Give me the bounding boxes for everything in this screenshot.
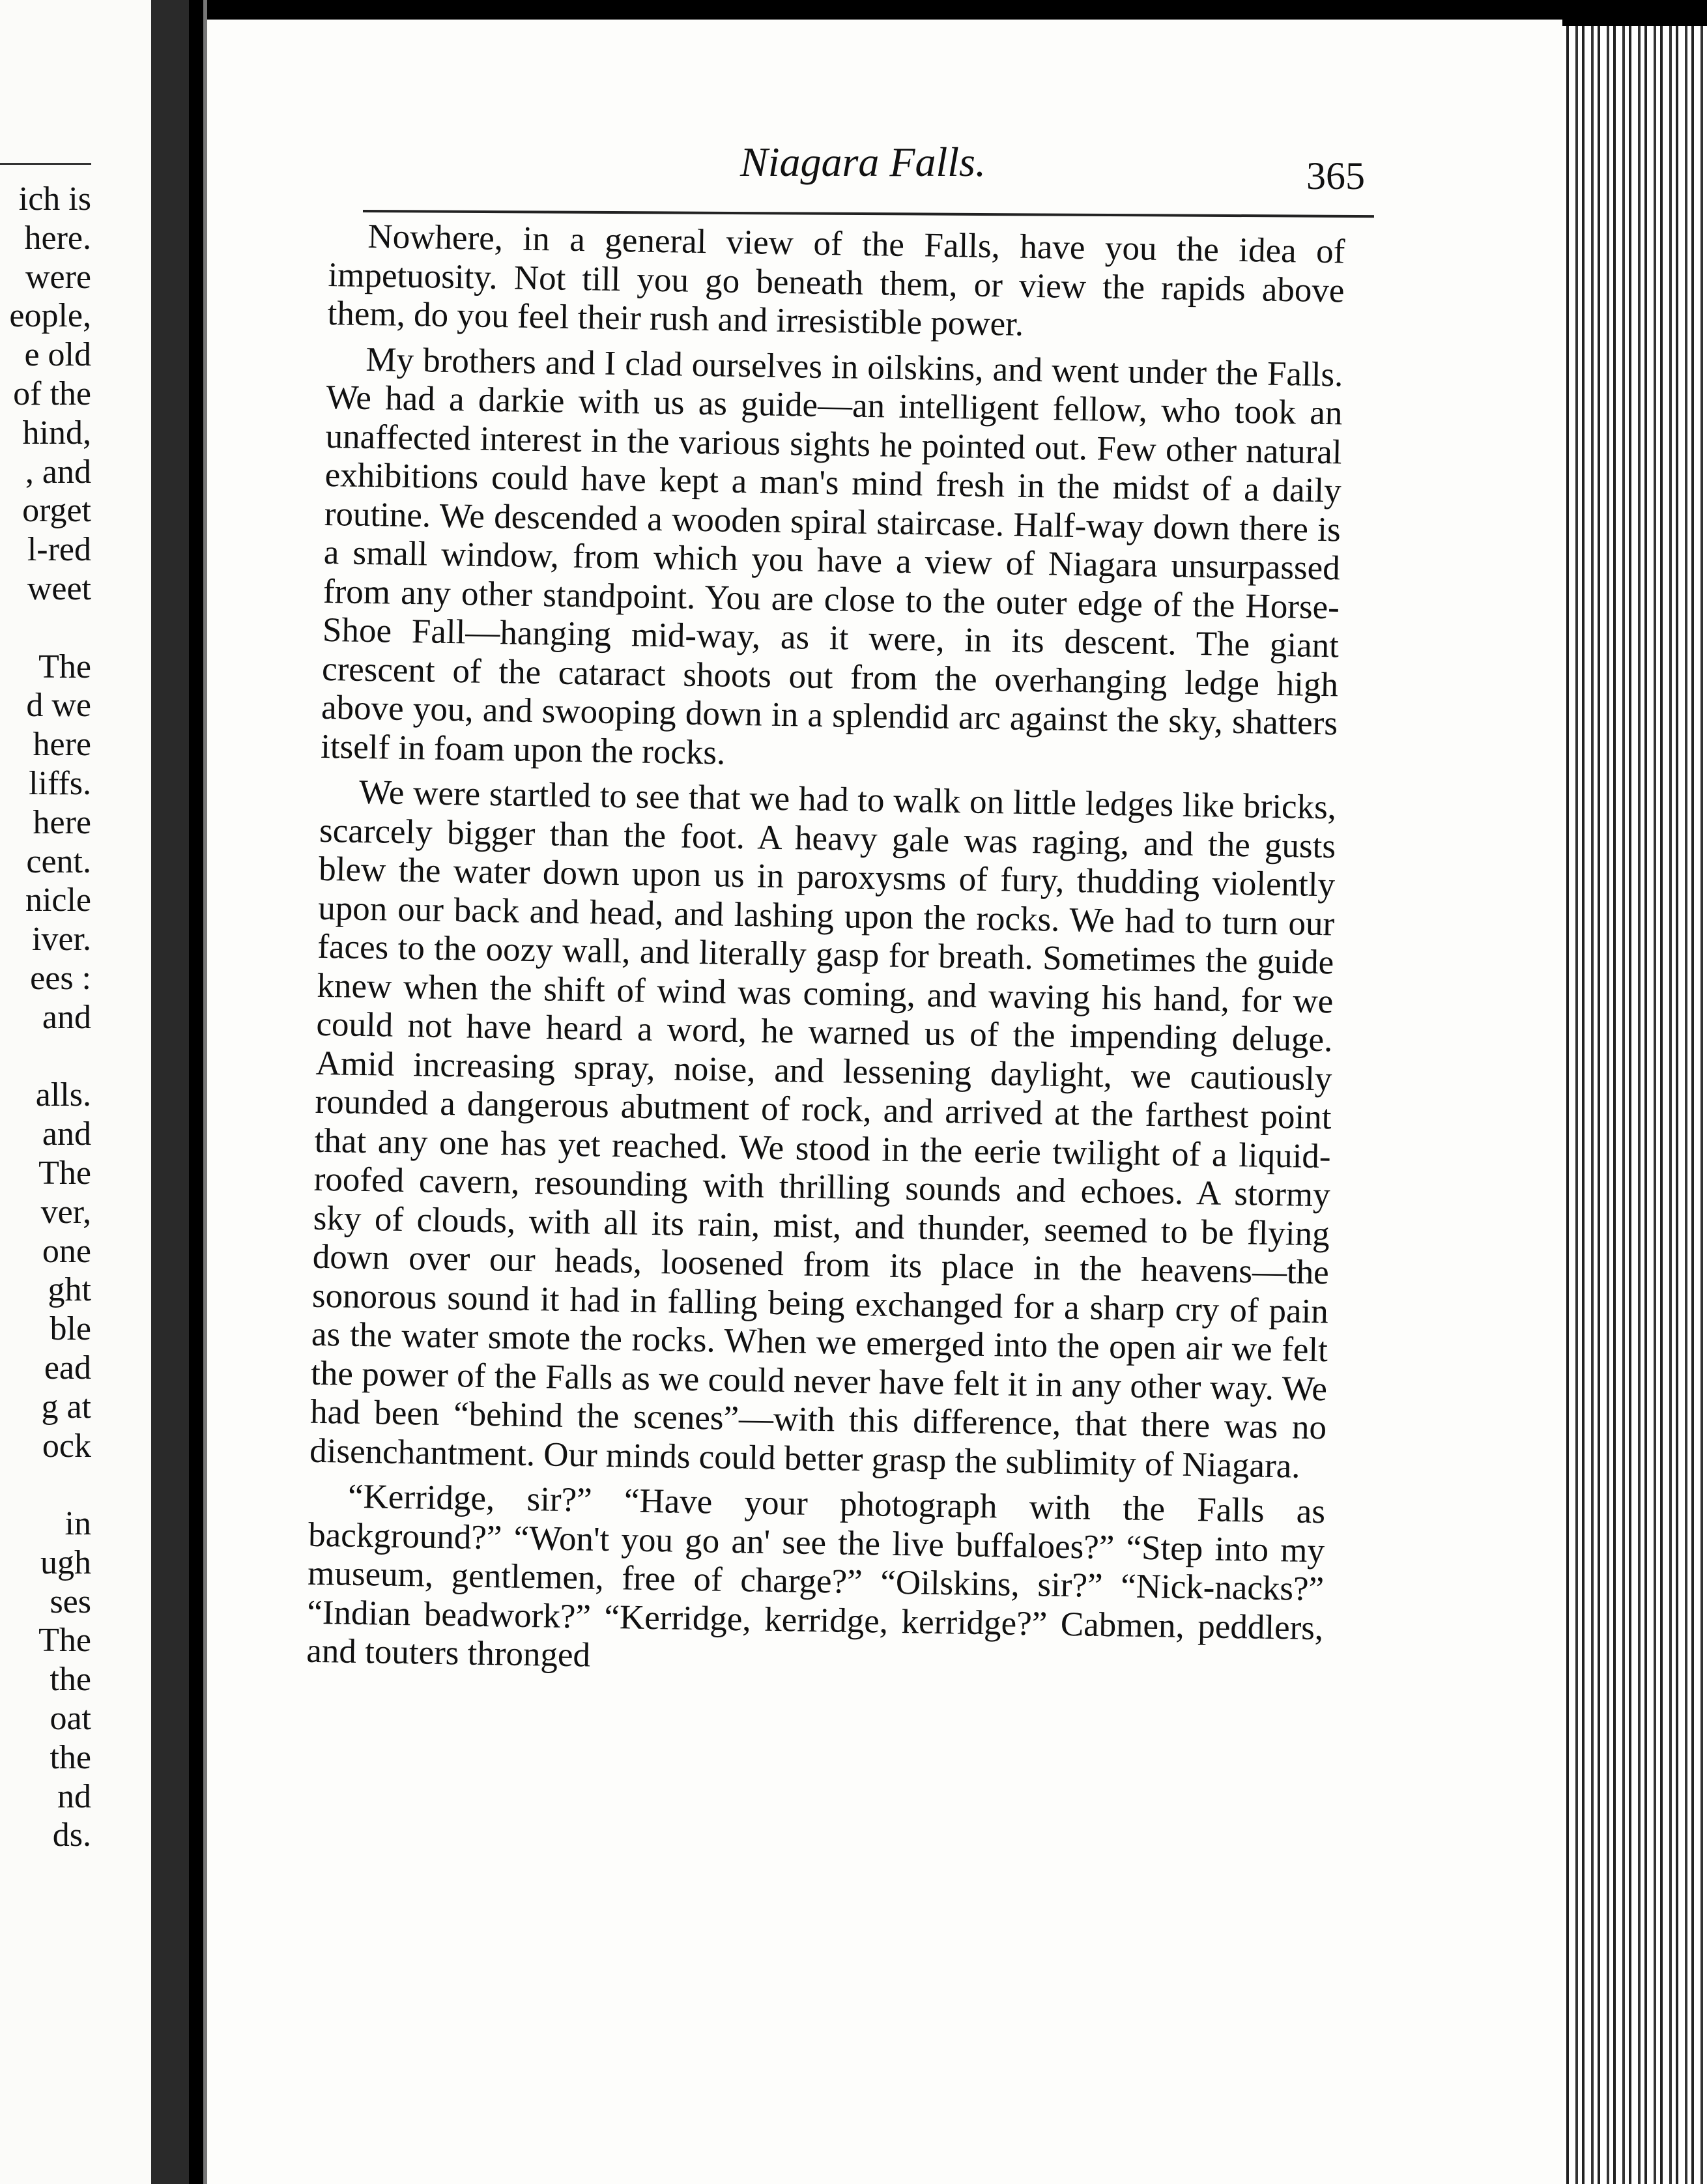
left-page-line: ees :	[30, 959, 91, 997]
left-page-line: the	[50, 1661, 91, 1699]
left-page-line: of the	[13, 375, 91, 412]
book-spine-shadow	[189, 0, 203, 2184]
left-page-line: nicle	[25, 882, 91, 919]
left-page-line: ds.	[52, 1817, 91, 1854]
left-page-line: and	[42, 1115, 91, 1153]
left-page-line: nd	[57, 1777, 91, 1815]
left-page-line: the	[50, 1738, 91, 1776]
paragraph: Nowhere, in a general view of the Falls, have you the idea of impetuosity. Not till you go beneath them, or view the rapids above them, do you feel their rush and irresistible power.	[327, 217, 1345, 343]
left-page-line: alls.	[35, 1076, 91, 1114]
paragraph: My brothers and I clad ourselves in oilskins, and went under the Falls. We had a darkie with us as guide—an intelligent fellow, who took an unaffected interest in the various sights he pointed out. Few other natural exhibitions could have kept a man's mind fresh in the midst of a daily routine. We descended a wooden spiral staircase. Half-way down there is a small window, from which you have a view of Niagara unsurpassed from any other standpoint. You are close to the outer edge of the Horse-Shoe Fall—hanging mid-way, as it were, in its descent. The giant crescent of the cataract shoots out from the overhanging ledge high above you, and swooping down in a splendid arc against the sky, shatters itself in foam upon the rocks.	[320, 340, 1343, 772]
left-page-line: hind,	[22, 414, 91, 452]
left-page-gap	[9, 1465, 91, 1504]
left-page-line: here	[33, 726, 91, 764]
page-fore-edge	[1562, 26, 1707, 2184]
left-page-line: ses	[50, 1583, 91, 1620]
running-head: Niagara Falls.	[740, 139, 986, 185]
left-page-line: liffs.	[29, 764, 91, 802]
left-page-line: were	[25, 258, 91, 296]
left-page-line: l-red	[27, 531, 91, 569]
left-page-line: g at	[41, 1388, 91, 1426]
left-page-rule	[0, 163, 91, 165]
left-page-gap	[9, 609, 91, 648]
left-page-line: ble	[50, 1310, 91, 1348]
left-page-line: ock	[42, 1427, 91, 1465]
left-page-line: ead	[44, 1349, 91, 1387]
body-text	[306, 217, 1345, 1693]
left-page-line: ver,	[40, 1193, 91, 1231]
left-page-line: eople,	[9, 297, 91, 335]
book-gutter	[151, 0, 189, 2184]
left-page-line: one	[42, 1232, 91, 1270]
page-number: 365	[1306, 154, 1365, 197]
left-page-line: ich is	[18, 180, 91, 218]
left-page-line: The	[38, 1622, 91, 1660]
left-page-line: and	[42, 998, 91, 1036]
left-page-line: d we	[26, 687, 91, 725]
paragraph: “Kerridge, sir?” “Have your photograph with the Falls as background?” “Won't you go an' see the live buffaloes?” “Step into my museum, gentlemen, free of charge?” “Oilskins, sir?” “Nick-nacks?” “Indian beadwork?” “Kerridge, kerridge, kerridge?” Cabmen, peddlers, and touters thronged	[306, 1477, 1326, 1674]
left-page-line: cent.	[26, 842, 91, 880]
paragraph: We were startled to see that we had to walk on little ledges like bricks, scarcely bigger than the foot. A heavy gale was raging, and the gusts blew the water down upon us in paroxysms of fury, thudding violently upon our back and head, and lashing upon the rocks. We had to turn our faces to the oozy wall, and literally gasp for breath. Sometimes the guide knew when the shift of wind was coming, and waving his hand, for we could not have heard a word, he warned us of the impending deluge. Amid increasing spray, noise, and lessening daylight, we cautiously rounded a dangerous abutment of rock, and arrived at the farthest point that any one has yet reached. We stood in the eerie twilight of a liquid-roofed cavern, resounding with thrilling sounds and echoes. A stormy sky of clouds, with all its rain, mist, and thunder, seemed to be flying down over our heads, loosened from its place in the heavens—the sonorous sound it had in falling being exchanged for a sharp cry of pain as the water smote the rocks. When we emerged into the open air we felt the power of the Falls as we could never have felt it in any other way. We had been “behind the scenes”—with this difference, that there was no disenchantment. Our minds could better grasp the sublimity of Niagara.	[309, 773, 1337, 1486]
left-page-line: in	[65, 1505, 91, 1543]
left-page-line: oat	[50, 1700, 91, 1738]
left-page-line: e old	[24, 336, 91, 374]
left-page-line: here	[33, 803, 91, 841]
left-page-text	[9, 180, 91, 1855]
left-page-line: weet	[27, 569, 91, 607]
left-page-line: here.	[24, 219, 91, 257]
left-page-line: orget	[22, 492, 91, 530]
left-page-line: ght	[48, 1271, 91, 1309]
left-page-gap	[9, 1037, 91, 1076]
left-page-line: The	[38, 648, 91, 685]
left-page-line: The	[38, 1154, 91, 1192]
left-page-line: ugh	[40, 1544, 91, 1581]
left-page-line: , and	[25, 453, 91, 491]
left-page-line: iver.	[32, 921, 91, 958]
